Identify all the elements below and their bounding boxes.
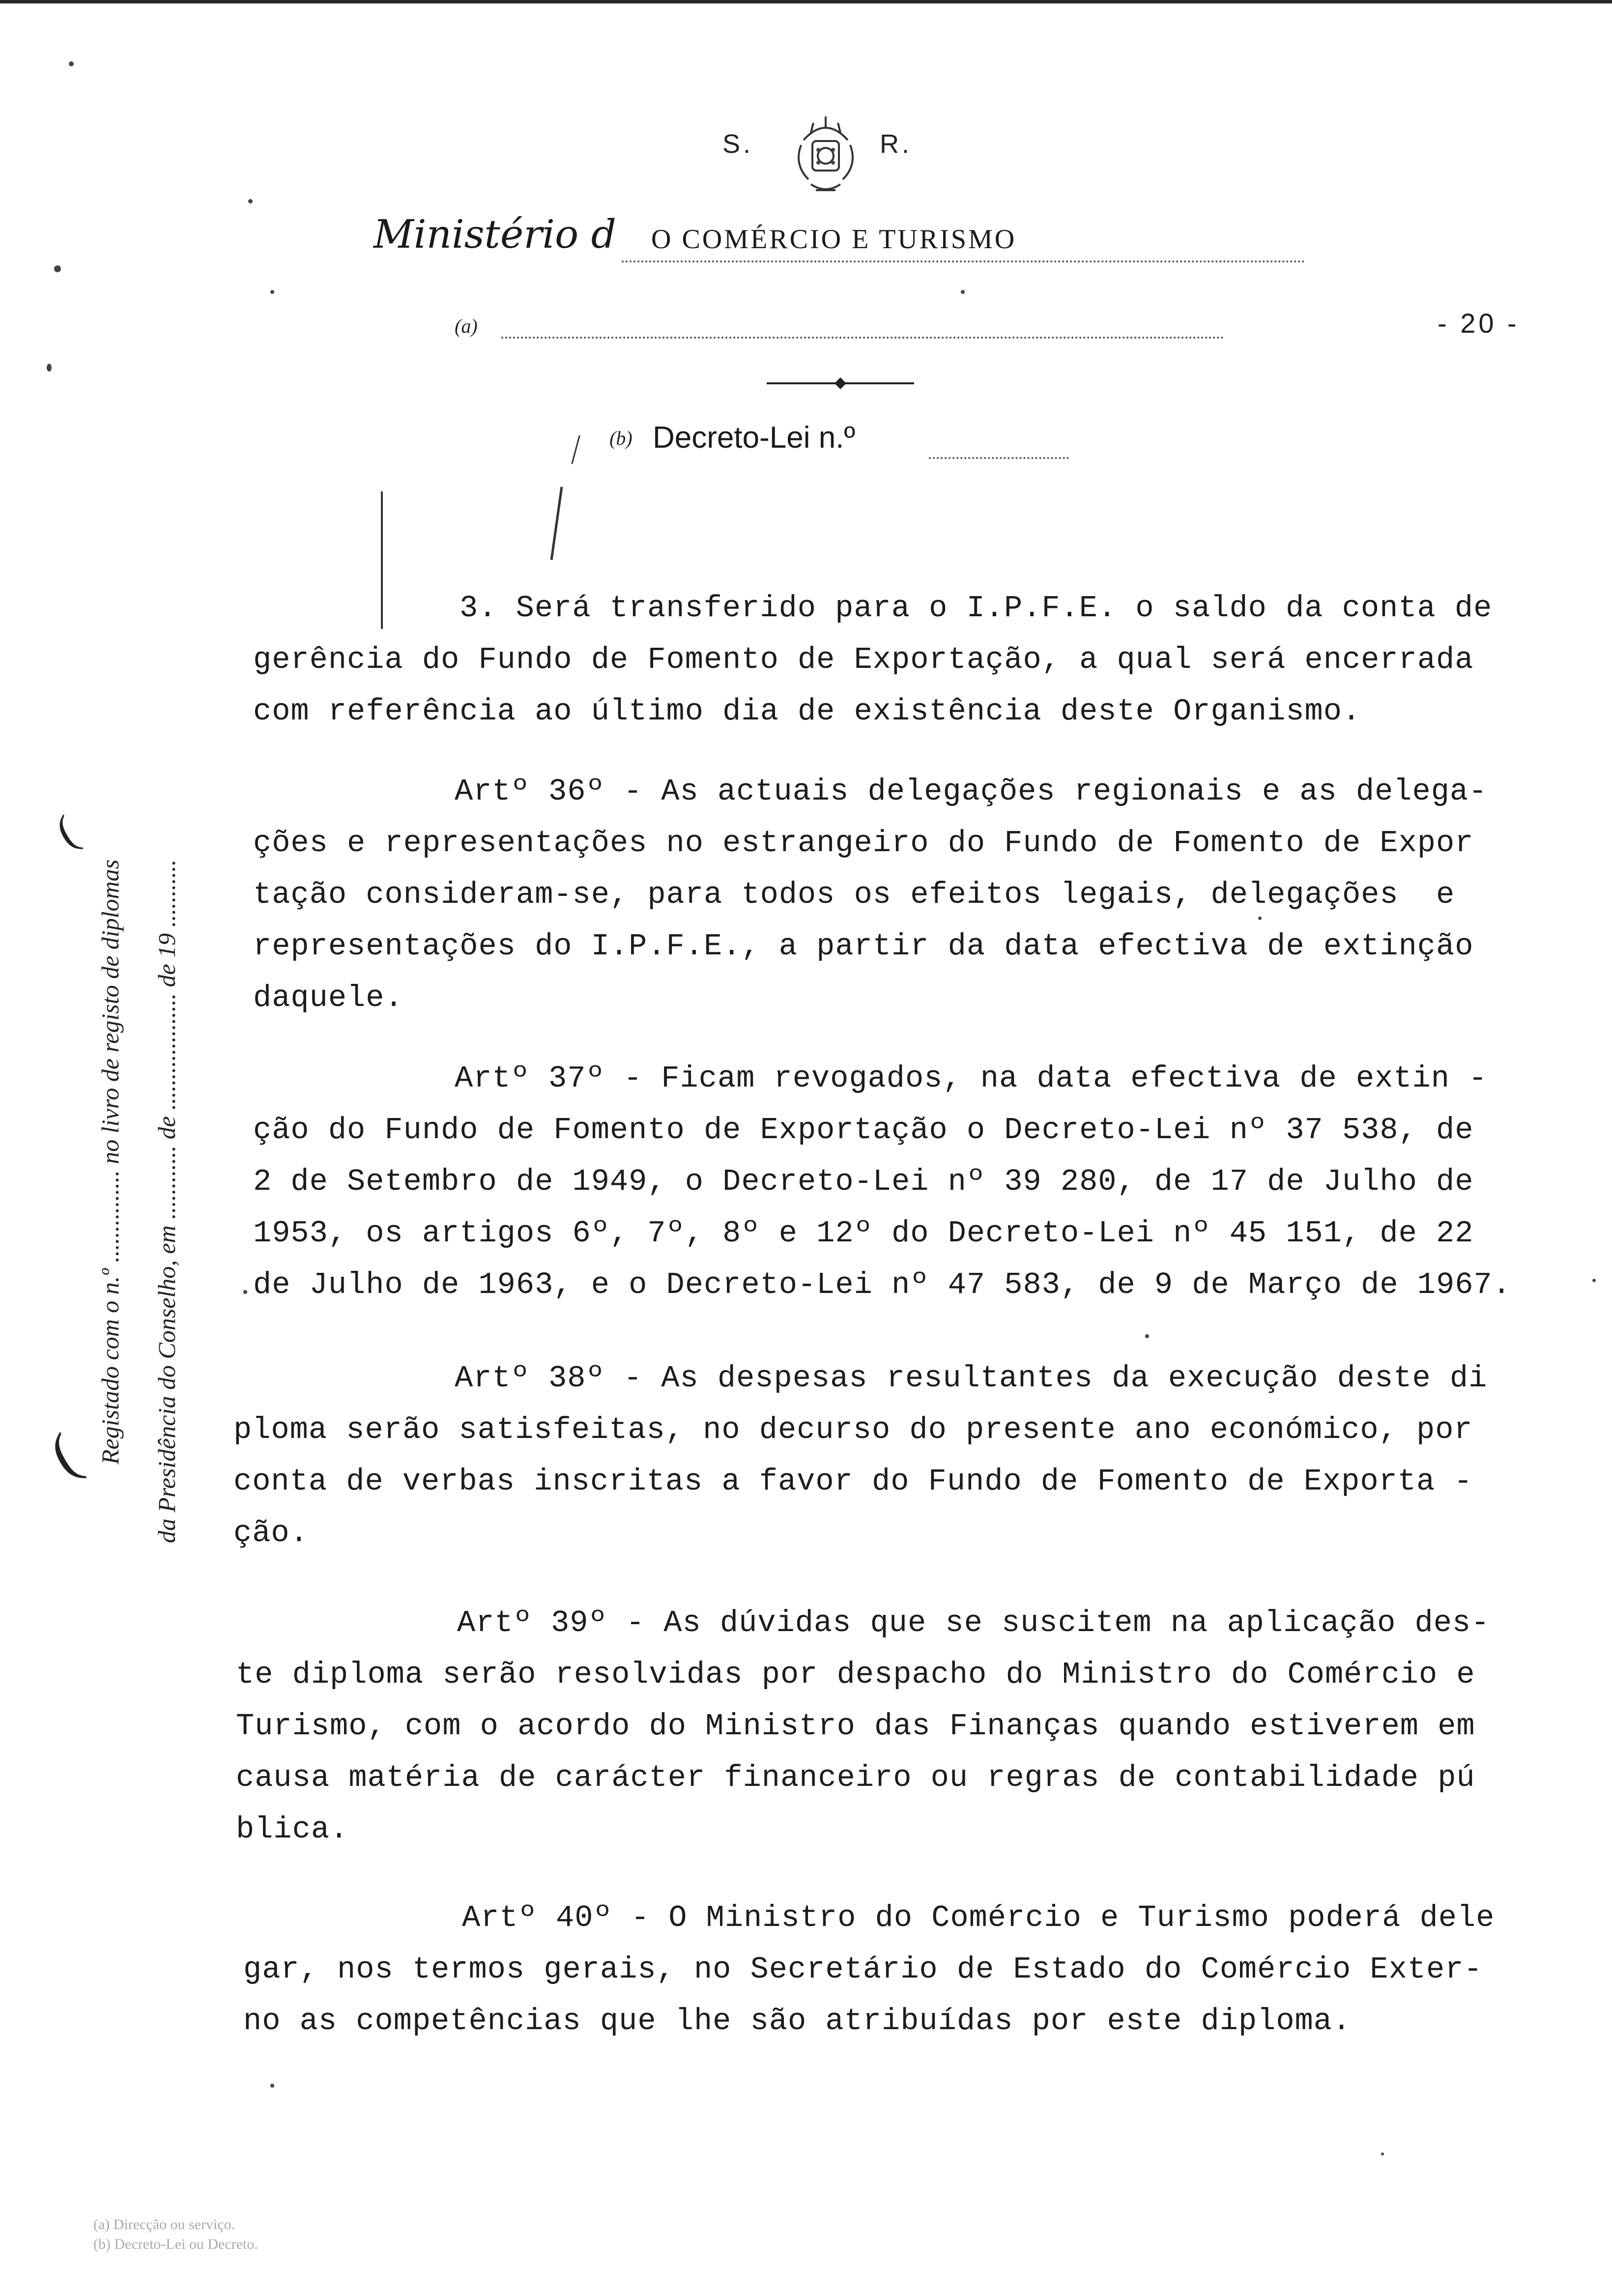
body-line: de Julho de 1963, e o Decreto-Lei nº 47 583, de 9 de Março de 1967. [253,1267,1511,1302]
body-line: Artº 39º - As dúvidas que se suscitem na aplicação des- [457,1606,1490,1640]
body-line: gar, nos termos gerais, no Secretário de Estado do Comércio Exter- [243,1952,1483,1987]
body-line: Artº 36º - As actuais delegações regionais e as delega- [455,774,1488,809]
body-line: Artº 38º - As despesas resultantes da execução deste di [455,1361,1488,1396]
diamond-divider-icon [767,373,914,393]
decree-number-dotted-line [929,457,1069,459]
label-b: (b) [609,427,633,449]
body-line: ções e representações no estrangeiro do Fundo de Fomento de Expor [253,826,1474,861]
margin-bracket: ( [48,806,85,856]
body-line: te diploma serão resolvidas por despacho do Ministro do Comércio e [236,1657,1475,1692]
footnote-b: (b) Decreto-Lei ou Decreto. [93,2236,258,2252]
ministry-dotted-line [622,260,1305,262]
body-line: Artº 37º - Ficam revogados, na data efectiva de extin - [455,1061,1488,1096]
scan-speck [1145,1334,1149,1338]
service-dotted-line [501,337,1224,339]
footnote-a: (a) Direcção ou serviço. [93,2216,235,2233]
body-line: ploma serão satisfeitas, no decurso do presente ano económico, por [233,1412,1473,1447]
body-line: tação consideram-se, para todos os efeitos legais, delegações e [253,877,1455,912]
body-line: daquele. [253,980,403,1015]
decree-label: Decreto-Lei n.º [653,421,856,455]
scan-speck [961,290,965,294]
body-line: Artº 40º - O Ministro do Comércio e Turismo poderá dele [462,1900,1495,1935]
scan-speck [1258,917,1262,920]
body-line: representações do I.P.F.E., a partir da data efectiva de extinção [253,929,1474,964]
scan-speck [1381,2152,1384,2155]
ministry-name: O COMÉRCIO E TURISMO [651,224,1017,255]
pen-mark [550,487,563,560]
ministry-prefix: Ministério d [374,211,616,257]
registry-margin-line1: Registado com o n.º ............... no livro de registo de diplomas [96,859,124,1464]
header-r-letter: R. [880,129,912,159]
scan-speck [69,61,74,66]
body-line: 1953, os artigos 6º, 7º, 8º e 12º do Decreto-Lei nº 45 151, de 22 [253,1216,1474,1251]
header-s-letter: S. [722,129,754,159]
scan-speck [243,1290,247,1294]
body-line: 2 de Setembro de 1949, o Decreto-Lei nº 39 280, de 17 de Julho de [253,1164,1474,1199]
body-line: no as competências que lhe são atribuídas por este diploma. [243,2004,1352,2038]
body-line: ção. [233,1516,309,1550]
scan-speck [54,265,61,272]
body-line: blica. [236,1812,349,1847]
body-line: gerência do Fundo de Fomento de Exportação, a qual será encerrada [253,642,1474,677]
pen-mark [381,491,383,629]
margin-bracket: ( [39,1420,89,1488]
body-line: ção do Fundo de Fomento de Exportação o Decreto-Lei nº 37 538, de [253,1113,1474,1148]
coat-of-arms-icon [789,111,863,199]
scan-speck [248,199,253,203]
scan-speck [1592,1279,1596,1282]
body-line: causa matéria de carácter financeiro ou regras de contabilidade pú [236,1760,1475,1795]
label-a: (a) [455,315,478,337]
scan-speck [270,2084,274,2088]
pen-mark [571,435,580,464]
body-line: Turismo, com o acordo do Ministro das Finanças quando estiverem em [236,1709,1475,1744]
page-number: - 20 - [1438,308,1520,339]
registry-margin-line2: da Presidência do Conselho, em ............ de ................... de 19 ........... [153,859,180,1543]
scan-speck [47,364,52,372]
top-border [0,0,1612,3]
body-line: conta de verbas inscritas a favor do Fundo de Fomento de Exporta - [233,1464,1473,1499]
scan-speck [270,290,274,294]
body-line: com referência ao último dia de existência deste Organismo. [253,694,1361,729]
body-line: 3. Será transferido para o I.P.F.E. o saldo da conta de [460,591,1493,626]
